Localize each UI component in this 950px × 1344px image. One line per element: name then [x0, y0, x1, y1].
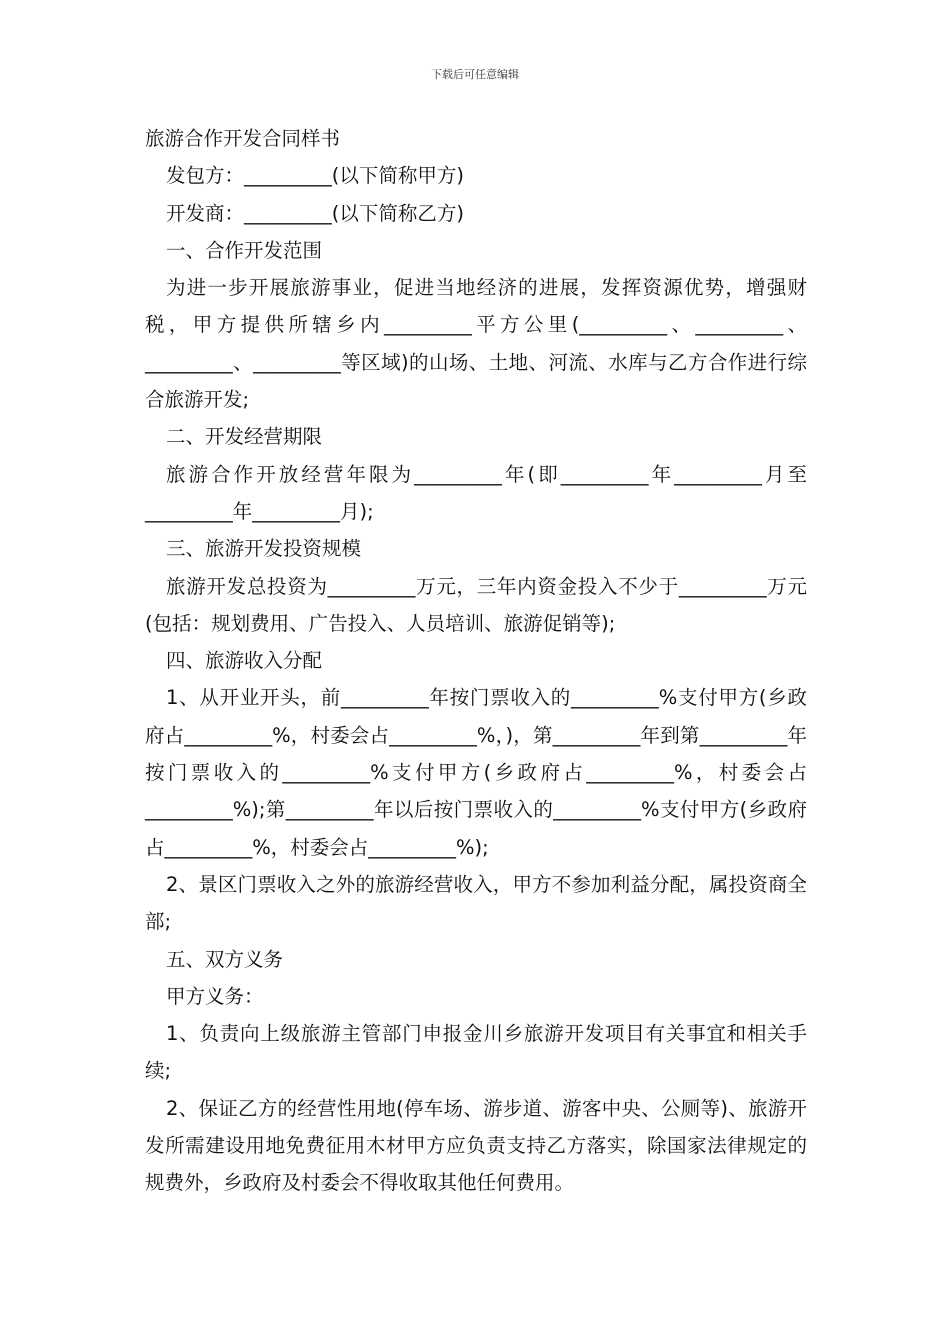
paragraph-investment: 旅游开发总投资为_________万元，三年内资金投入不少于_________万元(包括：规划费用、广告投入、人员培训、旅游促销等);: [145, 574, 807, 635]
section-heading-term: 二、开发经营期限: [166, 425, 323, 449]
section-heading-obligations: 五、双方义务: [166, 947, 284, 971]
party-a-line: 发包方：_________(以下简称甲方): [166, 164, 464, 188]
section-heading-revenue: 四、旅游收入分配: [166, 649, 323, 673]
paragraph-scope: 为进一步开展旅游事业，促进当地经济的进展，发挥资源优势，增强财税，甲方提供所辖乡内_________平方公里(_________、_________、_________、_________等区域)的山场、土地、河流、水库与乙方合作进行综合旅游开发;: [145, 276, 807, 412]
obligation-item-1: 1、负责向上级旅游主管部门申报金川乡旅游开发项目有关事宜和相关手续;: [145, 1022, 807, 1083]
contract-body: [145, 120, 807, 1202]
section-heading-investment: 三、旅游开发投资规模: [166, 537, 362, 561]
obligation-item-2: 2、保证乙方的经营性用地(停车场、游步道、游客中央、公厕等)、旅游开发所需建设用地免费征用木材甲方应负责支持乙方落实，除国家法律规定的规费外，乡政府及村委会不得收取其他任何费用。: [145, 1096, 807, 1195]
section-heading-scope: 一、合作开发范围: [166, 238, 323, 262]
paragraph-revenue-2: 2、景区门票收入之外的旅游经营收入，甲方不参加利益分配，属投资商全部;: [145, 872, 807, 934]
party-a-obligations-label: 甲方义务：: [166, 984, 264, 1008]
document-title: 旅游合作开发合同样书: [145, 127, 341, 150]
paragraph-revenue-1: 1、从开业开头，前_________年按门票收入的_________%支付甲方(乡政府占_________%，村委会占_________%，)，第_________年到第_________年按门票收入的_________%支付甲方(乡政府占_________%，村委会占_________%);第_________年以后按门票收入的_________%支付甲方(乡政府占_________%，村委会占_________%);: [145, 686, 807, 859]
paragraph-term: 旅游合作开放经营年限为_________年(即_________年_________月至_________年_________月);: [145, 462, 807, 523]
party-b-line: 开发商：_________(以下简称乙方): [166, 201, 464, 225]
download-note: 下载后可任意编辑: [431, 68, 519, 81]
